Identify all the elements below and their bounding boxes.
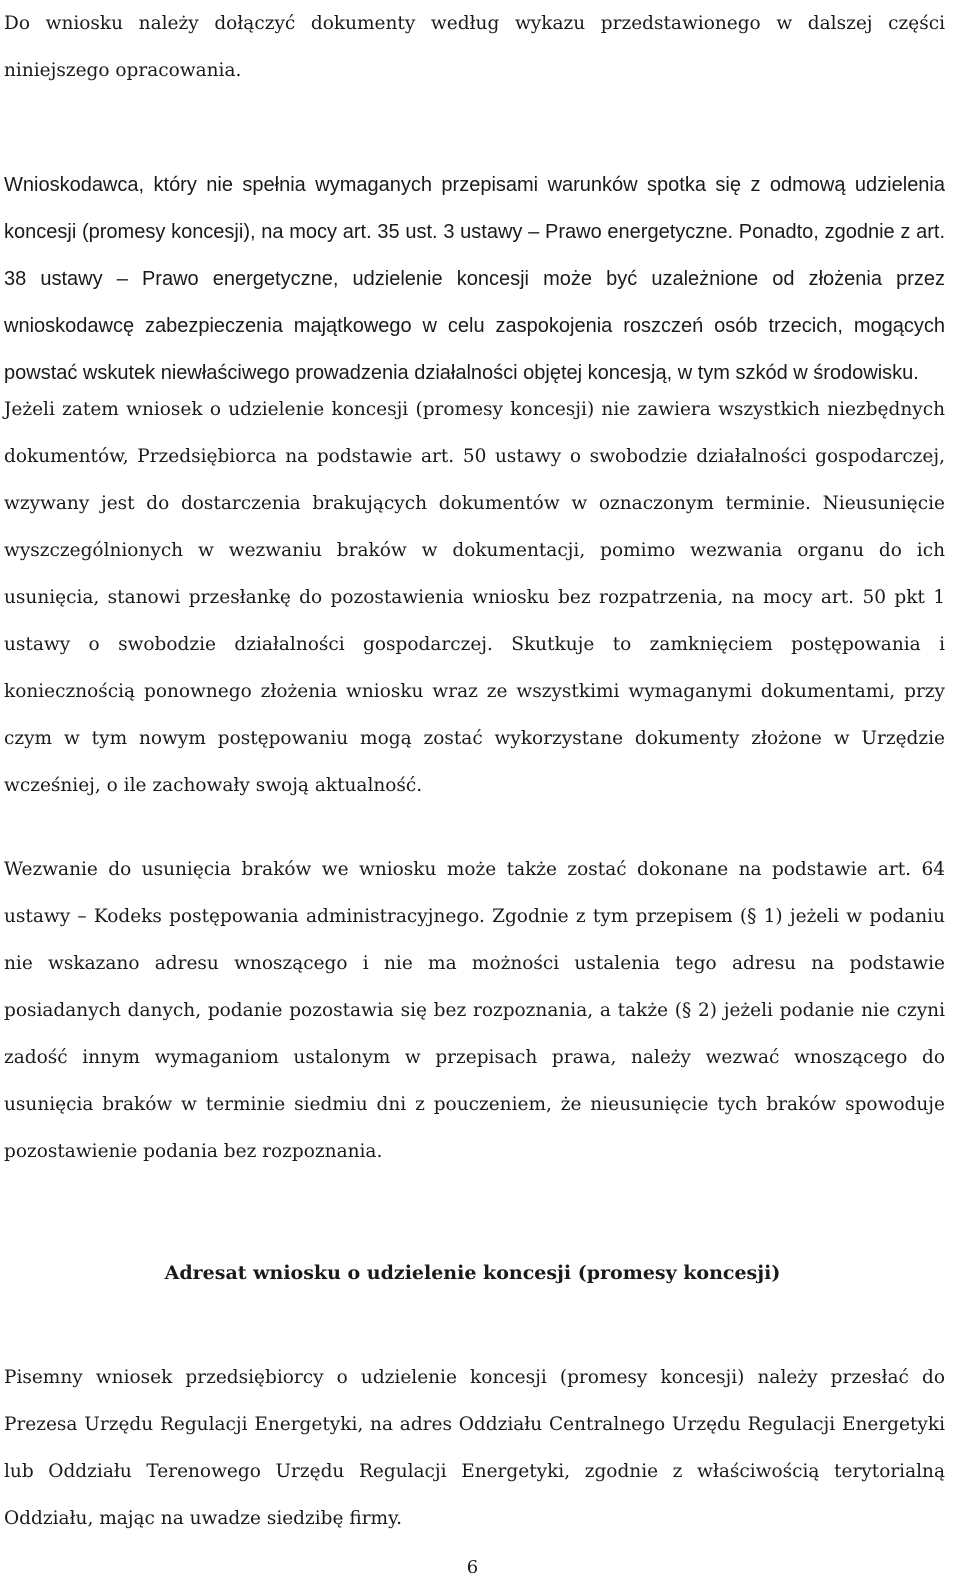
section-heading: Adresat wniosku o udzielenie koncesji (promesy koncesji) bbox=[164, 1262, 781, 1284]
paragraph-addressee: Pisemny wniosek przedsiębiorcy o udzielenie koncesji (promesy koncesji) należy przesłać do Prezesa Urzędu Regulacji Energetyki, na adres Oddziału Centralnego Urzędu Regulacji Energetyki lub Oddziału Terenowego Urzędu Regulacji Energetyki, zgodnie z właściwością terytorialną Oddziału, mając na uwadze siedzibę firmy. bbox=[4, 1367, 945, 1529]
paragraph-missing-documents: Jeżeli zatem wniosek o udzielenie koncesji (promesy koncesji) nie zawiera wszystkich niezbędnych dokumentów, Przedsiębiorca na podstawie art. 50 ustawy o swobodzie działalności gospodarczej, wzywany jest do dostarczenia brakujących dokumentów w oznaczonym terminie. Nieusunięcie wyszczególnionych w wezwaniu braków w dokumentacji, pomimo wezwania organu do ich usunięcia, stanowi przesłankę do pozostawienia wniosku bez rozpatrzenia, na mocy art. 50 pkt 1 ustawy o swobodzie działalności gospodarczej. Skutkuje to zamknięciem postępowania i koniecznością ponownego złożenia wniosku wraz ze wszystkimi wymaganymi dokumentami, przy czym w tym nowym postępowaniu mogą zostać wykorzystane dokumenty złożone w Urzędzie wcześniej, o ile zachowały swoją aktualność. bbox=[4, 399, 945, 796]
page-number: 6 bbox=[466, 1557, 479, 1578]
paragraph-attachments: Do wniosku należy dołączyć dokumenty według wykazu przedstawionego w dalszej części niniejszego opracowania. bbox=[4, 13, 945, 81]
paragraph-refusal: Wnioskodawca, który nie spełnia wymaganych przepisami warunków spotka się z odmową udzielenia koncesji (promesy koncesji), na mocy art. 35 ust. 3 ustawy – Prawo energetyczne. Ponadto, zgodnie z art. 38 ustawy – Prawo energetyczne, udzielenie koncesji może być uzależnione od złożenia przez wnioskodawcę zabezpieczenia majątkowego w celu zaspokojenia roszczeń osób trzecich, mogących powstać wskutek niewłaściwego prowadzenia działalności objętej koncesją, w tym szkód w środowisku. bbox=[4, 174, 945, 384]
paragraph-summons: Wezwanie do usunięcia braków we wniosku może także zostać dokonane na podstawie art. 64 ustawy – Kodeks postępowania administracyjnego. Zgodnie z tym przepisem (§ 1) jeżeli w podaniu nie wskazano adresu wnoszącego i nie ma możności ustalenia tego adresu na podstawie posiadanych danych, podanie pozostawia się bez rozpoznania, a także (§ 2) jeżeli podanie nie czyni zadość innym wymaganiom ustalonym w przepisach prawa, należy wezwać wnoszącego do usunięcia braków w terminie siedmiu dni z pouczeniem, że nieusunięcie tych braków spowoduje pozostawienie podania bez rozpoznania. bbox=[4, 859, 945, 1162]
